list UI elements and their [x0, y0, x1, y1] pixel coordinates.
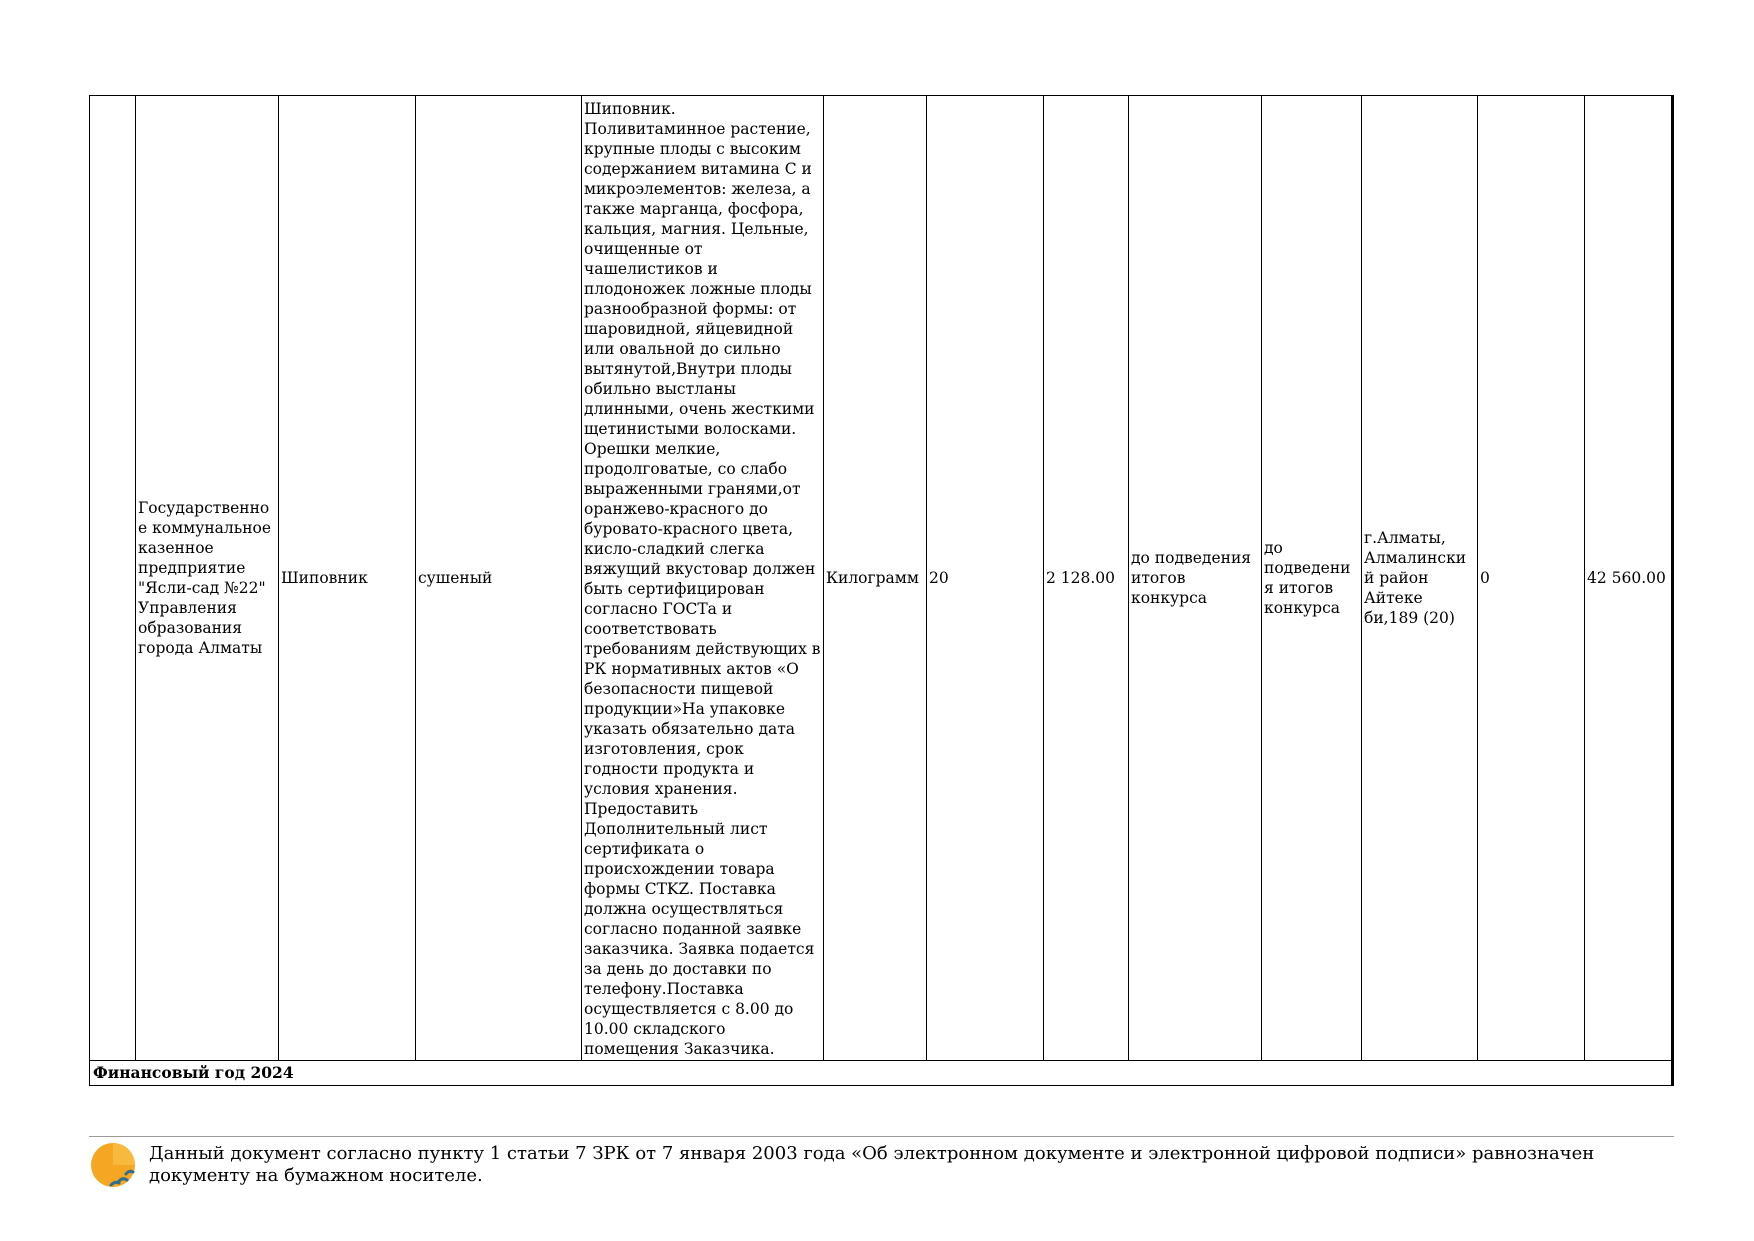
product-name-cell: Шиповник — [279, 96, 416, 1061]
advance-cell: 0 — [1478, 96, 1585, 1061]
delivery-term-2-cell: до подведения итогов конкурса — [1262, 96, 1362, 1061]
procurement-table — [89, 95, 1674, 1086]
product-variant-cell: сушеный — [416, 96, 582, 1061]
delivery-term-cell: до подведения итогов конкурса — [1129, 96, 1262, 1061]
row-number-cell — [90, 96, 136, 1061]
financial-year-row — [90, 1061, 1673, 1086]
financial-year-label: Финансовый год 2024 — [90, 1061, 1673, 1086]
price-cell: 2 128.00 — [1044, 96, 1129, 1061]
delivery-address-cell: г.Алматы, Алмалинский район Айтеке би,189 (20) — [1362, 96, 1478, 1061]
unit-cell: Килограмм — [824, 96, 927, 1061]
total-cell: 42 560.00 — [1585, 96, 1673, 1061]
table-row — [90, 96, 1673, 1061]
egov-sun-logo-icon — [89, 1141, 141, 1193]
footer-divider — [89, 1136, 1674, 1137]
footer — [89, 1140, 1674, 1193]
quantity-cell: 20 — [927, 96, 1044, 1061]
description-cell: Шиповник. Поливитаминное растение, крупные плоды с высоким содержанием витамина С и микроэлементов: железа, а также марганца, фосфора, кальция, магния. Цельные, очищенные от чашелистиков и плодоножек ложные плоды разнообразной формы: от шаровидной, яйцевидной или овальной до сильно вытянутой,Внутри плоды обильно выстланы длинными, очень жесткими щетинистыми волосками. Орешки мелкие, продолговатые, со слабо выраженными гранями,от оранжево-красного до буровато-красного цвета, кисло-сладкий слегка вяжущий вкустовар должен быть сертифицирован согласно ГОСТа и соответствовать требованиям действующих в РК нормативных актов «О безопасности пищевой продукции»На упаковке указать обязательно дата изготовления, срок годности продукта и условия хранения. Предоставить Дополнительный лист сертификата о происхождении товара формы CTKZ. Поставка должна осуществляться согласно поданной заявке заказчика. Заявка подается за день до доставки по телефону.Поставка осуществляется с 8.00 до 10.00 складского помещения Заказчика. — [582, 96, 824, 1061]
footer-legal-text: Данный документ согласно пункту 1 статьи 7 ЗРК от 7 января 2003 года «Об электронном документе и электронной цифровой подписи» равнозначен документу на бумажном носителе. — [149, 1143, 1595, 1186]
customer-cell: Государственное коммунальное казенное предприятие "Ясли-сад №22" Управления образования города Алматы — [136, 96, 279, 1061]
